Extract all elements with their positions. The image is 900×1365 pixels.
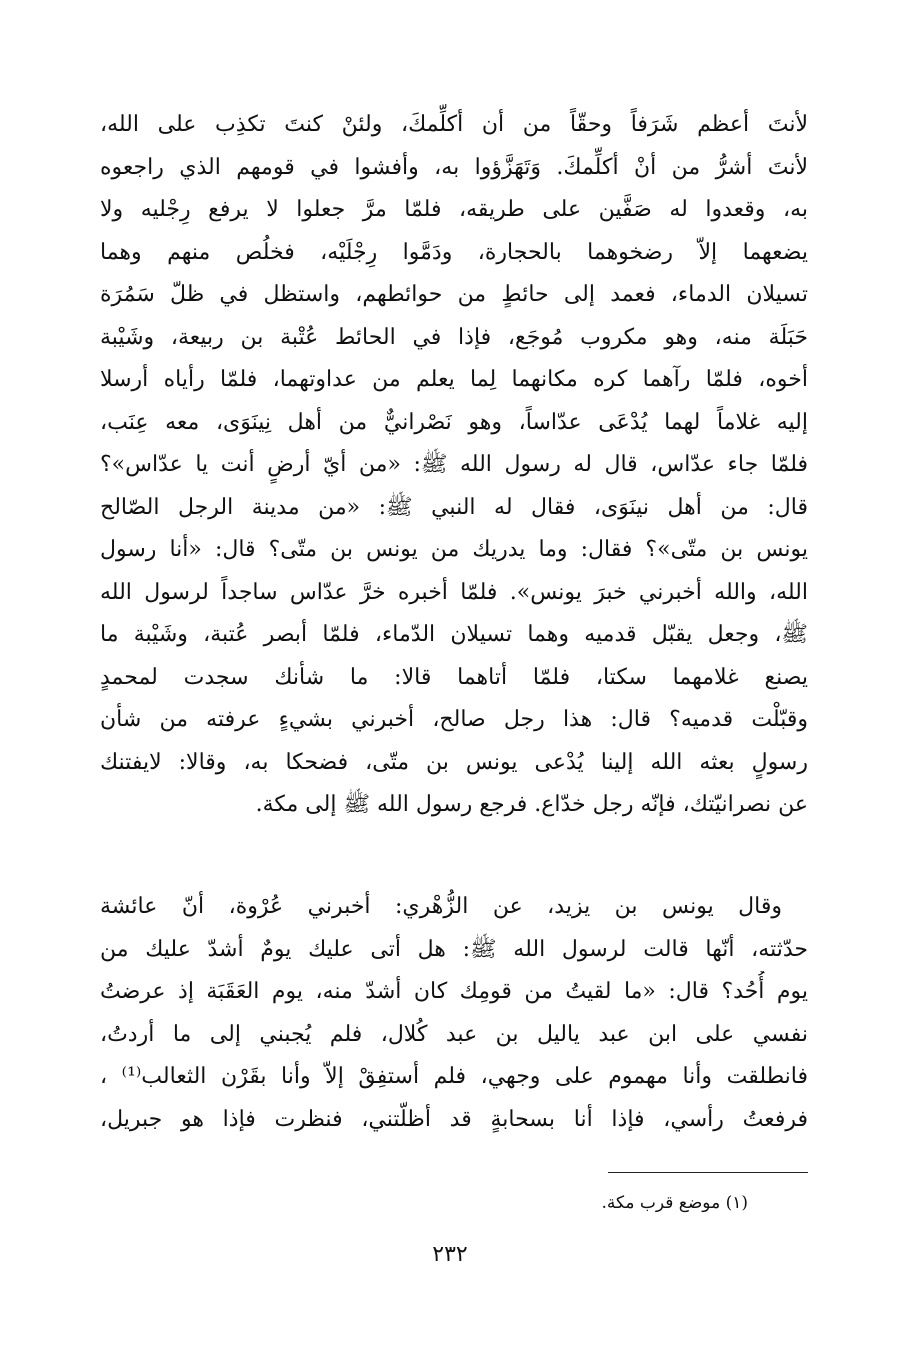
text-line: لأنتَ أعظم شَرَفاً وحقّاً من أن أكلِّمكَ، ولئنْ كنتَ تكذِب على الله، bbox=[100, 112, 808, 137]
text-line: نفسي على ابن عبد ياليل بن عبد كُلال، فلم يُجبني إلى ما أردتُ، bbox=[100, 1021, 808, 1047]
text-line: رسولٍ بعثه الله إلينا يُدْعى يونس بن متّى، فضحكا به، وقالا: لايفتنك bbox=[100, 749, 808, 775]
text-line: الله، والله أخبرني خبرَ يونس». فلمّا أخبره خرَّ عدّاس ساجداً لرسول الله bbox=[100, 579, 808, 605]
text-line: لأنتَ أشرُّ من أنْ أكلِّمكَ. وَتَهَزَّؤوا به، وأفشوا في قومهم الذي راجعوه bbox=[100, 154, 808, 180]
text-line: إليه غلاماً لهما يُدْعَى عدّاساً، وهو نَصْرانيٌّ من أهل نِينَوَى، معه عِنَب، bbox=[100, 409, 808, 435]
text-line: يونس بن متّى»؟ فقال: وما يدريك من يونس بن متّى؟ قال: «أنا رسول bbox=[100, 537, 808, 562]
text-line: قال: من أهل نينَوَى، فقال له النبي ﷺ: «من مدينة الرجل الصّالح bbox=[100, 494, 808, 520]
text-line: يصنع غلامهما سكتا، فلمّا أتاهما قالا: ما شأنك سجدت لمحمدٍ bbox=[100, 664, 808, 690]
text-line: يوم أُحُد؟ قال: «ما لقيتُ من قومِك كان أشدّ منه، يوم العَقَبَة إذ عرضتُ bbox=[100, 979, 808, 1004]
paragraph-1 bbox=[100, 104, 808, 827]
text-line: به، وقعدوا له صَفَّين على طريقه، فلمّا مرَّ جعلوا لا يرفع رِجْليه ولا bbox=[100, 197, 808, 222]
text-line: فلمّا جاء عدّاس، قال له رسول الله ﷺ: «من أيّ أرضٍ أنت يا عدّاس»؟ bbox=[100, 452, 808, 477]
text-line: فرفعتُ رأسي، فإذا أنا بسحابةٍ قد أظلّتني، فنظرت فإذا هو جبريل، bbox=[100, 1106, 808, 1132]
text-line: عن نصرانيّتك، فإنّه رجل خدّاع. فرجع رسول الله ﷺ إلى مكة. bbox=[255, 792, 808, 817]
footnote-divider bbox=[608, 1172, 808, 1173]
text-line: فانطلقت وأنا مهموم على وجهي، فلم أستفِقْ إلاّ وأنا بقَرْن الثعالب⁽¹⁾ ، bbox=[100, 1064, 808, 1089]
text-line: ﷺ، وجعل يقبّل قدميه وهما تسيلان الدّماء، فلمّا أبصر عُتبة، وشَيْبة ما bbox=[100, 622, 808, 647]
text-line: وقبّلْت قدميه؟ قال: هذا رجل صالح، أخبرني بشيءٍ عرفته من شأن bbox=[100, 707, 808, 732]
text-line: يضعهما إلاّ رضخوهما بالحجارة، ودَمَّوا رِجْلَيْه، فخلُص منهم وهما bbox=[100, 239, 808, 265]
text-line: حدّثته، أنّها قالت لرسول الله ﷺ: هل أتى عليك يومٌ أشدّ عليك من bbox=[100, 936, 808, 962]
footnote: (١) موضع قرب مكة. bbox=[601, 1193, 748, 1213]
text-line: أخوه، فلمّا رآهما كره مكانهما لِما يعلم من عداوتهما، فلمّا رأياه أرسلا bbox=[100, 367, 808, 392]
page-number: ٢٣٢ bbox=[432, 1242, 468, 1267]
text-line: حَبَلَة منه، وهو مكروب مُوجَع، فإذا في الحائط عُتْبة بن ربيعة، وشَيْبة bbox=[100, 324, 808, 350]
text-line: وقال يونس بن يزيد، عن الزُّهْري: أخبرني عُرْوة، أنّ عائشة bbox=[100, 894, 782, 919]
paragraph-2 bbox=[100, 886, 808, 1141]
text-line: تسيلان الدماء، فعمد إلى حائطٍ من حوائطهم، واستظل في ظلّ سَمُرَة bbox=[100, 282, 808, 307]
